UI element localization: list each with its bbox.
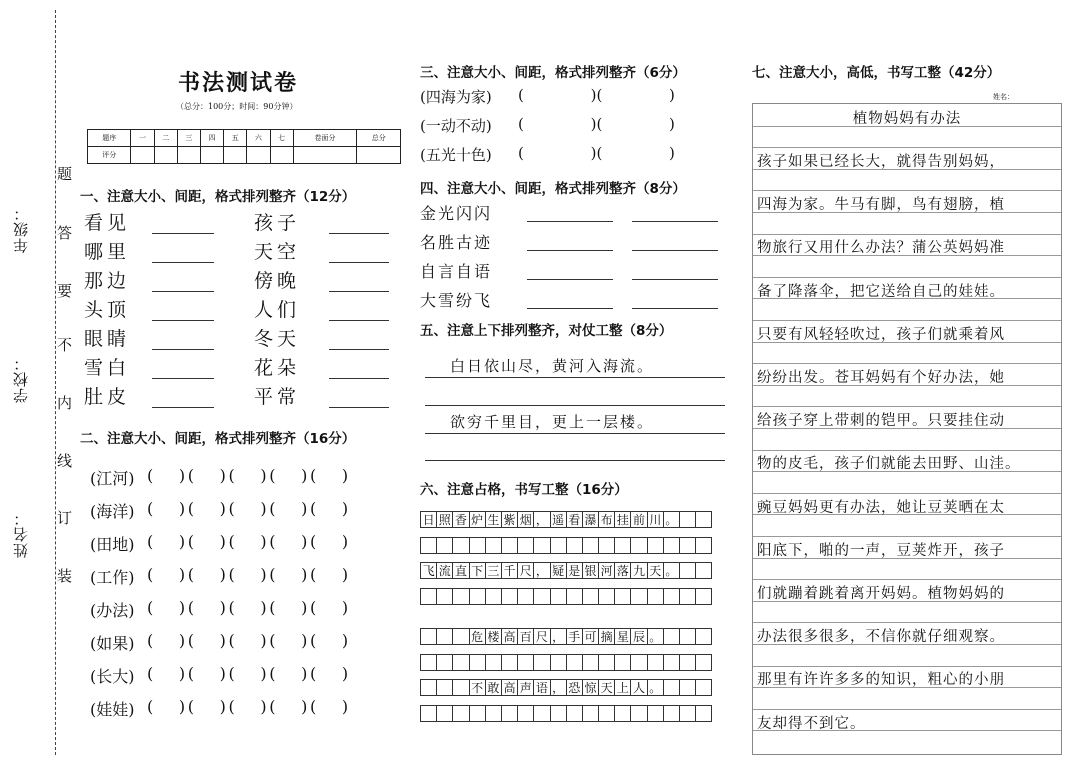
answer-line[interactable] [152,349,214,350]
grid-cell[interactable] [469,588,486,605]
grid-cell[interactable] [517,705,534,722]
grid-cell[interactable] [679,562,696,579]
grid-row [420,628,712,645]
word-item: 天空 [254,241,301,263]
ruled-line [753,363,1061,364]
ruled-line [753,666,1061,667]
idiom-item: 名胜古迹 [420,233,493,252]
score-cell: 四 [200,130,223,147]
score-cell: 二 [154,130,177,147]
name-label: 姓名： [12,510,30,558]
grid-row [420,511,712,528]
grid-cell-char[interactable]: 千 [501,562,518,579]
margin-char: 答 [57,224,73,242]
score-cell: 一 [131,130,154,147]
grid-cell[interactable] [679,679,696,696]
grid-cell-char[interactable]: ， [533,562,550,579]
grid-cell-char[interactable]: 川 [647,511,664,528]
grid-cell[interactable] [582,537,599,554]
grid-cell-char[interactable]: 声 [517,679,534,696]
grid-cell-char[interactable]: ， [533,511,550,528]
grid-cell-char[interactable]: 遥 [550,511,567,528]
grid-cell[interactable] [663,679,680,696]
grid-cell[interactable] [436,628,453,645]
passage-line: 物旅行又用什么办法？蒲公英妈妈准 [757,240,1005,257]
ruled-line [753,406,1061,407]
grid-cell[interactable] [452,537,469,554]
passage-line: 那里有许许多多的知识，粗心的小朋 [757,672,1005,689]
grid-cell[interactable] [614,654,631,671]
grid-cell-char[interactable]: 瀑 [582,511,599,528]
grid-cell[interactable] [582,588,599,605]
score-input-cell[interactable] [177,147,200,164]
grid-cell[interactable] [550,654,567,671]
passage-title: 植物妈妈有办法 [852,111,962,127]
grid-cell[interactable] [550,537,567,554]
grid-cell[interactable] [566,588,583,605]
passage-line: 办法很多很多，不信你就仔细观察。 [757,629,1005,646]
grid-cell[interactable] [679,654,696,671]
ruled-line [753,493,1061,494]
grid-cell[interactable] [663,537,680,554]
grid-cell[interactable] [420,705,437,722]
answer-blanks[interactable]: ( )( )( )( )( ) [147,565,351,584]
passage-line: 纷纷出发。苍耳妈妈有个好办法，她 [757,370,1005,386]
grid-cell[interactable] [501,588,518,605]
phrase-item: (五光十色) [420,146,492,164]
score-input-cell[interactable] [131,147,154,164]
grid-cell-char[interactable]: 摘 [598,628,615,645]
grid-cell[interactable] [598,588,615,605]
grid-cell-char[interactable]: 天 [647,562,664,579]
grid-cell[interactable] [679,588,696,605]
grid-cell[interactable] [420,628,437,645]
grade-label: 年级： [12,205,30,253]
answer-line[interactable] [329,349,389,350]
grid-cell[interactable] [420,537,437,554]
grid-cell[interactable] [614,537,631,554]
score-cell: 总分 [357,130,401,147]
score-input-cell[interactable] [270,147,293,164]
section-4-heading: 四、注意大小、间距，格式排列整齐（8分） [420,181,686,197]
passage-line: 豌豆妈妈更有办法，她让豆荚晒在太 [757,499,1005,516]
answer-line[interactable] [632,221,718,222]
grid-cell[interactable] [452,588,469,605]
ruled-line [753,450,1061,451]
grid-cell[interactable] [452,705,469,722]
grid-cell-char[interactable]: 日 [420,511,437,528]
grid-cell-char[interactable]: 。 [663,562,680,579]
answer-line[interactable] [329,320,389,321]
margin-char: 装 [57,567,73,585]
word-item: 傍晚 [254,270,301,292]
score-cell: 评分 [88,147,131,164]
grid-cell[interactable] [485,588,502,605]
word-item: 头顶 [84,299,131,321]
grid-cell[interactable] [485,537,502,554]
answer-line[interactable] [152,291,214,292]
passage-line: 友却得不到它。 [757,715,866,732]
grid-cell[interactable] [695,705,712,722]
answer-blanks[interactable]: ( )( ) [518,86,675,104]
grid-cell-char[interactable]: 直 [452,562,469,579]
grid-cell-char[interactable]: 香 [452,511,469,528]
passage-line: 物的皮毛，孩子们就能去田野、山洼。 [757,456,1021,473]
phrase-item: (工作) [90,568,135,587]
grid-cell-char[interactable]: ， [550,679,567,696]
score-input-cell[interactable] [357,147,401,164]
writing-line[interactable] [425,405,725,406]
grid-cell-char[interactable]: 危 [469,628,486,645]
word-item: 花朵 [254,357,301,379]
grid-cell-char[interactable]: 高 [501,679,518,696]
grid-cell[interactable] [485,705,502,722]
score-input-cell[interactable] [224,147,247,164]
grid-cell[interactable] [630,654,647,671]
phrase-item: (江河) [90,469,135,488]
word-item: 人们 [254,299,301,321]
grid-cell[interactable] [614,705,631,722]
section-6-heading: 六、注意占格，书写工整（16分） [420,482,628,498]
grid-cell[interactable] [582,654,599,671]
writing-line[interactable] [425,433,725,434]
grid-cell[interactable] [598,705,615,722]
grid-cell-char[interactable]: 落 [614,562,631,579]
grid-row [420,562,712,579]
passage-line: 备了降落伞，把它送给自己的娃娃。 [757,283,1005,300]
grid-cell[interactable] [501,654,518,671]
grid-cell[interactable] [582,705,599,722]
grid-cell-char[interactable]: 烟 [517,511,534,528]
school-label: 学校： [12,355,30,403]
idiom-item: 金光闪闪 [420,204,493,223]
grid-cell[interactable] [566,537,583,554]
grid-cell-char[interactable]: 楼 [485,628,502,645]
grid-cell-char[interactable]: 可 [582,628,599,645]
grid-cell-char[interactable]: 河 [598,562,615,579]
grid-cell[interactable] [695,537,712,554]
section-7-heading: 七、注意大小，高低，书写工整（42分） [752,65,1001,81]
grid-cell[interactable] [550,705,567,722]
grid-cell-char[interactable]: 恐 [566,679,583,696]
grid-cell[interactable] [436,537,453,554]
score-cell: 三 [177,130,200,147]
answer-line[interactable] [329,378,389,379]
answer-blanks[interactable]: ( )( )( )( )( ) [147,466,351,485]
grid-cell[interactable] [517,654,534,671]
phrase-item: (娃娃) [90,700,135,719]
grid-cell[interactable] [630,537,647,554]
grid-cell-char[interactable]: 飞 [420,562,437,579]
grid-cell-char[interactable]: 辰 [630,628,647,645]
answer-line[interactable] [152,233,214,234]
grid-cell[interactable] [679,628,696,645]
answer-blanks[interactable]: ( )( ) [518,115,675,133]
grid-cell[interactable] [630,588,647,605]
section-7-name-label: 姓名： [993,93,1014,101]
grid-cell-char[interactable]: 炉 [469,511,486,528]
grid-cell-char[interactable]: 敢 [485,679,502,696]
phrase-item: (一动不动) [420,117,492,135]
grid-cell[interactable] [647,537,664,554]
grid-cell[interactable] [663,588,680,605]
grid-cell[interactable] [533,588,550,605]
grid-cell[interactable] [679,537,696,554]
answer-line[interactable] [152,378,214,379]
writing-line[interactable] [425,377,725,378]
grid-cell-char[interactable]: 流 [436,562,453,579]
grid-cell-char[interactable]: 是 [566,562,583,579]
grid-cell-char[interactable]: 紫 [501,511,518,528]
grid-cell-char[interactable]: 语 [533,679,550,696]
ruled-line [753,579,1061,580]
grid-cell-char[interactable]: 。 [663,511,680,528]
score-table-score-row [88,147,401,164]
score-table [87,129,401,164]
grid-cell-char[interactable]: 挂 [614,511,631,528]
passage-line: 孩子如果已经长大，就得告别妈妈， [757,154,1005,170]
answer-blanks[interactable]: ( )( )( )( )( ) [147,499,351,518]
grid-cell[interactable] [550,588,567,605]
grid-cell[interactable] [517,588,534,605]
grid-cell-char[interactable]: 银 [582,562,599,579]
grid-cell[interactable] [566,705,583,722]
grid-cell-char[interactable]: 三 [485,562,502,579]
grid-cell[interactable] [695,562,712,579]
grid-cell[interactable] [630,705,647,722]
grid-cell[interactable] [614,588,631,605]
grid-cell[interactable] [452,679,469,696]
grid-cell[interactable] [501,705,518,722]
grid-cell[interactable] [663,628,680,645]
passage-line: 只要有风轻轻吹过，孩子们就乘着风 [757,326,1005,343]
margin-char: 内 [57,394,73,412]
grid-cell[interactable] [436,588,453,605]
grid-cell[interactable] [695,588,712,605]
grid-cell[interactable] [679,705,696,722]
grid-cell[interactable] [469,654,486,671]
answer-line[interactable] [527,221,613,222]
score-input-cell[interactable] [154,147,177,164]
idiom-item: 大雪纷飞 [420,291,493,310]
idiom-item: 自言自语 [420,262,493,281]
answer-blanks[interactable]: ( )( )( )( )( ) [147,631,351,650]
score-input-cell[interactable] [200,147,223,164]
ruled-line [753,709,1061,710]
passage-line: 四海为家。牛马有脚，鸟有翅膀，植 [757,197,1005,214]
grid-cell-char[interactable]: 照 [436,511,453,528]
word-item: 哪里 [84,241,131,263]
answer-line[interactable] [152,407,214,408]
grid-row [420,679,712,696]
score-cell: 六 [247,130,270,147]
word-item: 肚皮 [84,386,131,408]
score-cell: 七 [270,130,293,147]
answer-blanks[interactable]: ( )( )( )( )( ) [147,697,351,716]
page-subtitle: （总分：100分；时间：90分钟） [176,102,298,111]
grid-cell[interactable] [663,654,680,671]
answer-line[interactable] [152,262,214,263]
grid-cell-char[interactable]: 尺 [517,562,534,579]
grid-cell-char[interactable]: 高 [501,628,518,645]
grid-cell-char[interactable]: 。 [647,679,664,696]
answer-line[interactable] [329,291,389,292]
word-item: 冬天 [254,328,301,350]
margin-char: 订 [57,509,73,527]
grid-cell[interactable] [452,628,469,645]
word-item: 看见 [84,212,131,234]
grid-row [420,705,712,722]
word-item: 平常 [254,386,301,408]
grid-cell-char[interactable]: 九 [630,562,647,579]
word-item: 雪白 [84,357,131,379]
passage-line: 们就蹦着跳着离开妈妈。植物妈妈的 [757,586,1005,602]
binding-line [55,10,56,755]
grid-cell-char[interactable]: 尺 [533,628,550,645]
grid-cell[interactable] [533,654,550,671]
section-7-writing-box[interactable] [752,103,1062,755]
grid-cell[interactable] [469,537,486,554]
grid-cell-char[interactable]: 惊 [582,679,599,696]
answer-blanks[interactable]: ( )( )( )( )( ) [147,598,351,617]
score-table-header-row [88,130,401,147]
answer-blanks[interactable]: ( )( ) [518,144,675,162]
grid-cell[interactable] [533,705,550,722]
grid-cell-char[interactable]: 下 [469,562,486,579]
answer-line[interactable] [527,279,613,280]
grid-cell-char[interactable]: 疑 [550,562,567,579]
margin-char: 不 [57,336,73,354]
score-cell: 题序 [88,130,131,147]
grid-cell-char[interactable]: 前 [630,511,647,528]
ruled-line [753,126,1061,127]
ruled-line [753,536,1061,537]
section-3-heading: 三、注意大小、间距，格式排列整齐（6分） [420,65,686,81]
grid-cell[interactable] [420,679,437,696]
poem-line-2: 欲穷千里目，更上一层楼。 [450,413,655,431]
answer-line[interactable] [329,407,389,408]
grid-row [420,654,712,671]
score-cell: 五 [224,130,247,147]
score-input-cell[interactable] [293,147,357,164]
grid-cell[interactable] [436,705,453,722]
grid-cell[interactable] [420,654,437,671]
grid-cell[interactable] [566,654,583,671]
answer-blanks[interactable]: ( )( )( )( )( ) [147,532,351,551]
grid-cell[interactable] [501,537,518,554]
grid-cell-char[interactable]: 天 [598,679,615,696]
answer-line[interactable] [527,250,613,251]
phrase-item: (长大) [90,667,135,686]
poem-line-1: 白日依山尽，黄河入海流。 [450,357,655,375]
writing-line[interactable] [425,460,725,461]
passage-line: 阳底下，啪的一声，豆荚炸开，孩子 [757,542,1005,559]
answer-blanks[interactable]: ( )( )( )( )( ) [147,664,351,683]
score-input-cell[interactable] [247,147,270,164]
grid-cell-char[interactable]: 百 [517,628,534,645]
grid-cell[interactable] [420,588,437,605]
answer-line[interactable] [527,308,613,309]
grid-row [420,537,712,554]
ruled-line [753,147,1061,148]
grid-cell[interactable] [695,511,712,528]
section-2-heading: 二、注意大小、间距，格式排列整齐（16分） [80,431,356,447]
answer-line[interactable] [329,262,389,263]
ruled-line [753,234,1061,235]
grid-cell[interactable] [598,537,615,554]
ruled-line [753,190,1061,191]
margin-char: 线 [57,452,73,470]
grid-cell-char[interactable]: 星 [614,628,631,645]
grid-cell-char[interactable]: 看 [566,511,583,528]
ruled-line [753,320,1061,321]
grid-cell-char[interactable]: 手 [566,628,583,645]
margin-char: 题 [57,165,73,183]
passage-line: 给孩子穿上带刺的铠甲。只要挂住动 [757,413,1005,430]
grid-cell-char[interactable]: 上 [614,679,631,696]
answer-line[interactable] [632,308,718,309]
answer-line[interactable] [329,233,389,234]
grid-cell-char[interactable]: ， [550,628,567,645]
grid-row [420,588,712,605]
phrase-item: (如果) [90,634,135,653]
phrase-item: (田地) [90,535,135,554]
grid-cell[interactable] [695,628,712,645]
section-1-heading: 一、注意大小、间距，格式排列整齐（12分） [80,189,356,205]
grid-cell-char[interactable]: 生 [485,511,502,528]
ruled-line [753,622,1061,623]
grid-cell-char[interactable]: 。 [647,628,664,645]
answer-line[interactable] [152,320,214,321]
grid-cell-char[interactable]: 不 [469,679,486,696]
word-item: 那边 [84,270,131,292]
section-5-heading: 五、注意上下排列整齐，对仗工整（8分） [420,323,673,339]
grid-cell[interactable] [436,679,453,696]
grid-cell[interactable] [695,654,712,671]
grid-cell[interactable] [517,537,534,554]
grid-cell[interactable] [452,654,469,671]
grid-cell[interactable] [533,537,550,554]
phrase-item: (办法) [90,601,135,620]
grid-cell[interactable] [485,654,502,671]
grid-cell[interactable] [436,654,453,671]
grid-cell[interactable] [679,511,696,528]
word-item: 孩子 [254,212,301,234]
page-title: 书法测试卷 [178,70,299,96]
phrase-item: (四海为家) [420,88,492,106]
grid-cell[interactable] [663,705,680,722]
word-item: 眼睛 [84,328,131,350]
ruled-line [753,277,1061,278]
grid-cell-char[interactable]: 人 [630,679,647,696]
grid-cell[interactable] [469,705,486,722]
grid-cell-char[interactable]: 布 [598,511,615,528]
score-cell: 卷面分 [293,130,357,147]
margin-char: 要 [57,282,73,300]
grid-cell[interactable] [695,679,712,696]
phrase-item: (海洋) [90,502,135,521]
answer-line[interactable] [632,250,718,251]
grid-cell[interactable] [647,588,664,605]
grid-cell[interactable] [598,654,615,671]
grid-cell[interactable] [647,654,664,671]
grid-cell[interactable] [647,705,664,722]
answer-line[interactable] [632,279,718,280]
